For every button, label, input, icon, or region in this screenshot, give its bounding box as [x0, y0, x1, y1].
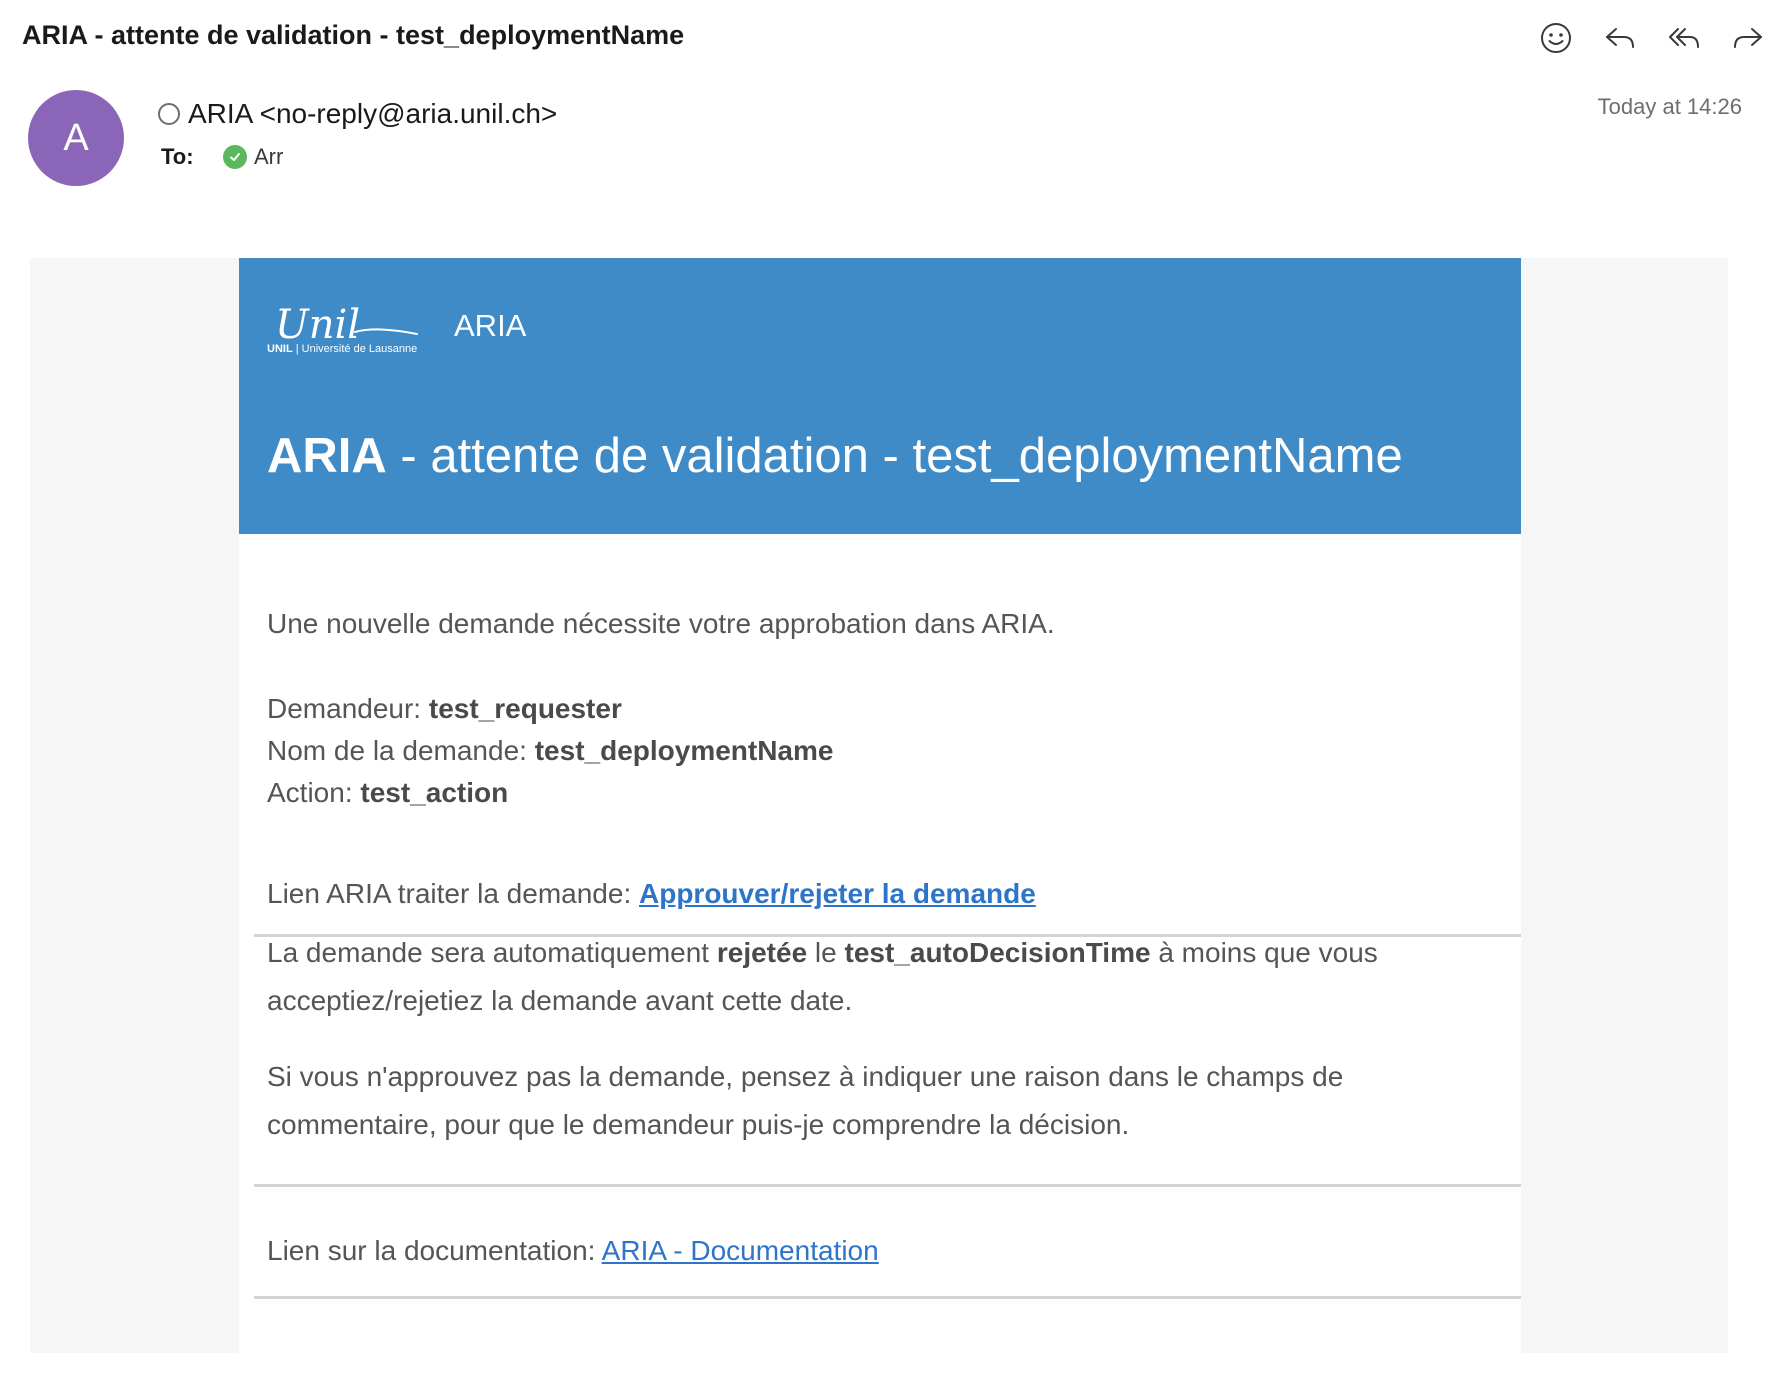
recipient-name[interactable]: Arr [254, 144, 284, 169]
to-label: To: [161, 144, 194, 169]
email-date: Today at 14:26 [1597, 94, 1742, 119]
divider [254, 1184, 1521, 1187]
action-line [267, 777, 508, 809]
request-name-line [267, 735, 833, 767]
sender-avatar [28, 90, 124, 186]
unil-logo-caption [267, 343, 417, 355]
unil-logo-script: Unil [275, 302, 361, 348]
requester-label: Demandeur: [267, 693, 429, 724]
emoji-reaction-button[interactable] [1534, 16, 1578, 60]
banner-app-name: ARIA [454, 308, 527, 343]
auto-decision-text-2: le [807, 937, 845, 968]
avatar-letter: A [63, 116, 89, 159]
action-label: Action: [267, 777, 361, 808]
auto-decision-rejected: rejetée [716, 937, 808, 968]
requester-value: test_requester [428, 693, 622, 724]
approve-reject-link[interactable]: Approuver/rejeter la demande [639, 878, 1036, 909]
verified-check-icon [223, 145, 247, 169]
process-link-line [267, 878, 1036, 910]
unil-logo-caption-text: | Université de Lausanne [292, 343, 418, 355]
unread-indicator[interactable] [158, 103, 180, 125]
email-subject: ARIA - attente de validation - test_deploymentName [22, 20, 685, 50]
emoji-icon [1538, 20, 1574, 56]
banner-title-rest: - attente de validation - test_deploymentName [386, 429, 1403, 483]
banner-title [267, 428, 1403, 484]
unil-logo-caption-bold: UNIL [267, 343, 293, 355]
requester-line [267, 693, 622, 725]
action-value: test_action [360, 777, 509, 808]
documentation-label: Lien sur la documentation: [267, 1235, 602, 1266]
forward-button[interactable] [1726, 16, 1770, 60]
email-card [239, 258, 1521, 1353]
recipient-row [161, 144, 284, 170]
auto-decision-text-3: à moins que vous acceptiez/rejetiez la demande avant cette date. [267, 937, 1378, 1016]
documentation-line [267, 1235, 879, 1267]
forward-icon [1730, 20, 1766, 56]
reply-all-icon [1666, 20, 1702, 56]
reply-all-button[interactable] [1662, 16, 1706, 60]
request-name-value: test_deploymentName [534, 735, 834, 766]
sender-address[interactable]: ARIA <no-reply@aria.unil.ch> [188, 98, 558, 129]
email-banner [239, 258, 1521, 534]
banner-title-bold: ARIA [267, 429, 387, 483]
documentation-link[interactable]: ARIA - Documentation [601, 1235, 879, 1266]
divider [254, 1296, 1521, 1299]
sender-row [158, 98, 557, 130]
auto-decision-time: test_autoDecisionTime [844, 937, 1151, 968]
request-name-label: Nom de la demande: [267, 735, 535, 766]
process-link-label: Lien ARIA traiter la demande: [267, 878, 639, 909]
auto-decision-paragraph [267, 929, 1497, 1025]
intro-text: Une nouvelle demande nécessite votre approbation dans ARIA. [267, 608, 1055, 639]
reason-paragraph: Si vous n'approuvez pas la demande, pensez à indiquer une raison dans le champs de commentaire, pour que le demandeur puis-je comprendre la décision. [267, 1061, 1344, 1140]
reply-button[interactable] [1598, 16, 1642, 60]
auto-decision-text-1: La demande sera automatiquement [267, 937, 717, 968]
reply-icon [1602, 20, 1638, 56]
